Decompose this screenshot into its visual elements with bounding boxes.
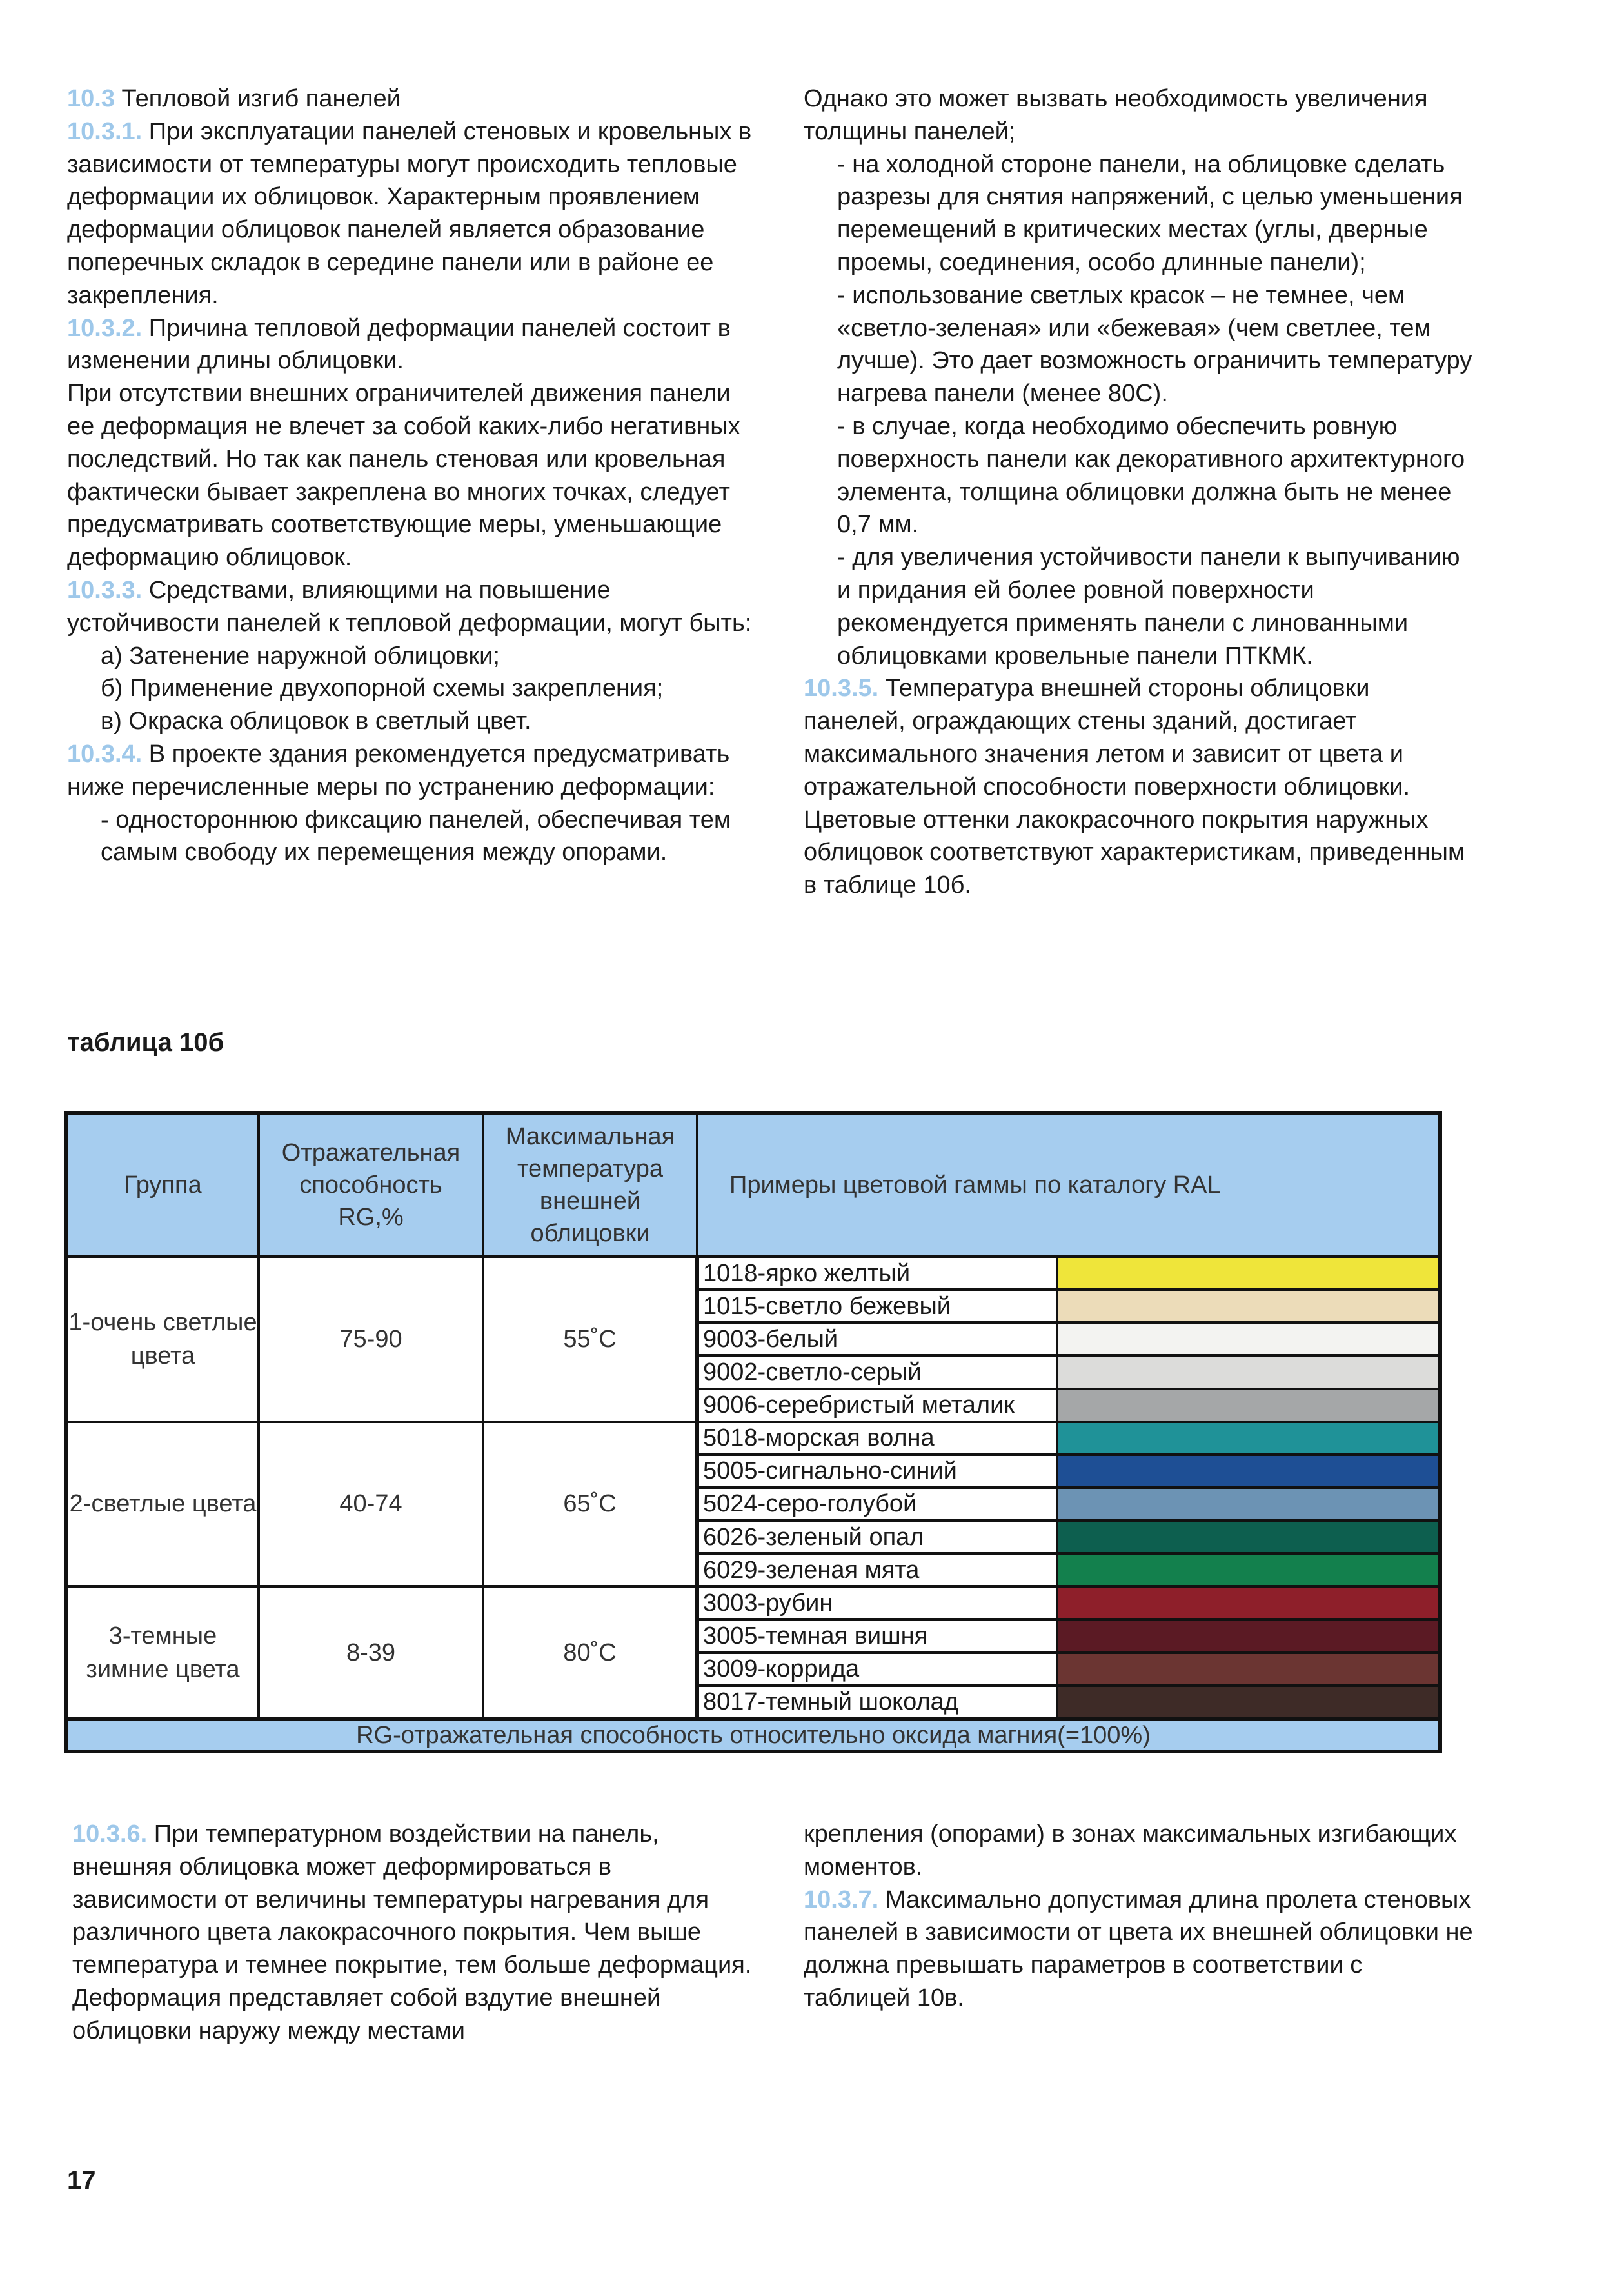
color-swatch: [1057, 1290, 1440, 1322]
paragraph-10-3-4: [67, 738, 752, 804]
paragraph-text: Максимально допустимая длина пролета стеновых панелей в зависимости от цвета их внешней облицовки не должна превышать параметров в соответствии с таблицей 10в.: [804, 1886, 1473, 2011]
paragraph-number: 10.3.1.: [67, 117, 143, 145]
ral-color-label: 3009-коррида: [697, 1653, 1057, 1686]
header-ral-examples: Примеры цветовой гаммы по каталогу RAL: [697, 1113, 1440, 1257]
list-item-c: в) Окраска облицовок в светлый цвет.: [101, 708, 531, 735]
paragraph-10-3-5: [804, 672, 1474, 902]
ral-color-label: 9006-серебристый металик: [697, 1389, 1057, 1422]
section-title: Тепловой изгиб панелей: [114, 85, 401, 112]
paragraph-10-3-1: [67, 115, 752, 312]
header-max-temperature: Максимальная температура внешней облицовки: [483, 1113, 697, 1257]
paragraph-continuation: крепления (опорами) в зонах максимальных изгибающих моментов.: [804, 1820, 1457, 1880]
paragraph-number: 10.3.6.: [72, 1820, 148, 1848]
paragraph-10-3-6: [72, 1818, 756, 2048]
section-number: 10.3: [67, 85, 115, 112]
table-row: [66, 1586, 1440, 1619]
color-swatch: [1057, 1586, 1440, 1619]
list-item-cuts: - на холодной стороне панели, на облицовке сделать разрезы для снятия напряжений, с целью уменьшения перемещений в критических местах (углы, дверные проемы, соединения, особо длинные панели);: [837, 150, 1463, 276]
color-swatch: [1057, 1257, 1440, 1290]
color-swatch: [1057, 1686, 1440, 1719]
bottom-left-text-column: [72, 1818, 756, 2048]
color-swatch: [1057, 1521, 1440, 1553]
group-name: 3-темные зимние цвета: [66, 1586, 259, 1719]
group-temperature: 80˚C: [483, 1586, 697, 1719]
table-caption: таблица 10б: [67, 1028, 224, 1057]
table-footnote: RG-отражательная способность относительно оксида магния(=100%): [66, 1719, 1440, 1751]
ral-color-label: 6029-зеленая мята: [697, 1553, 1057, 1586]
ral-color-label: 6026-зеленый опал: [697, 1521, 1057, 1553]
list-item-smooth-surface: - в случае, когда необходимо обеспечить ровную поверхность панели как декоративного архитектурного элемента, толщина облицовки должна быть не менее 0,7 мм.: [837, 412, 1465, 539]
paragraph-number: 10.3.3.: [67, 576, 143, 604]
group-temperature: 55˚C: [483, 1257, 697, 1422]
paragraph-10-3-7: [804, 1884, 1474, 2015]
table-row: [66, 1257, 1440, 1290]
ral-color-label: 5024-серо-голубой: [697, 1488, 1057, 1521]
table-footnote-row: [66, 1719, 1440, 1751]
paragraph-text: При эксплуатации панелей стеновых и кровельных в зависимости от температуры могут происходить тепловые деформации их облицовок. Характерным проявлением деформации облицовок панелей является образование поперечных складок в середине панели или в районе ее закрепления.: [67, 117, 752, 309]
color-swatch: [1057, 1322, 1440, 1355]
ral-color-label: 5005-сигнально-синий: [697, 1455, 1057, 1488]
list-item-fixation: - одностороннюю фиксацию панелей, обеспечивая тем самым свободу их перемещения между опорами.: [101, 806, 731, 866]
ral-color-label: 9003-белый: [697, 1322, 1057, 1355]
ral-color-label: 5018-морская волна: [697, 1422, 1057, 1455]
list-item-a: а) Затенение наружной облицовки;: [101, 642, 500, 670]
color-swatch: [1057, 1422, 1440, 1455]
color-swatch: [1057, 1355, 1440, 1388]
group-reflectivity: 40-74: [259, 1422, 483, 1587]
left-text-column: [67, 83, 752, 869]
right-text-column: [804, 83, 1474, 902]
paragraph-10-3-2: [67, 312, 752, 378]
ral-color-label: 3005-темная вишня: [697, 1619, 1057, 1652]
paragraph-text: Средствами, влияющими на повышение устойчивости панелей к тепловой деформации, могут быть:: [67, 576, 752, 637]
table-body: [66, 1257, 1440, 1719]
header-reflectivity: Отражательная способность RG,%: [259, 1113, 483, 1257]
paragraph-number: 10.3.2.: [67, 314, 143, 342]
page-number: 17: [67, 2166, 96, 2195]
paragraph-10-3-2-cont: При отсутствии внешних ограничителей движения панели ее деформация не влечет за собой каких-либо негативных последствий. Но так как панель стеновая или кровельная фактически бывает закреплена во многих точках, следует предусматривать соответствующие меры, уменьшающие деформацию облицовок.: [67, 380, 740, 572]
paragraph-10-3-3: [67, 574, 752, 640]
color-swatch: [1057, 1553, 1440, 1586]
list-item-buckling: - для увеличения устойчивости панели к выпучиванию и придания ей более ровной поверхности рекомендуется применять панели с линованными облицовками кровельные панели ПТКМК.: [837, 544, 1460, 670]
paragraph-text: Причина тепловой деформации панелей состоит в изменении длины облицовки.: [67, 314, 731, 375]
color-swatch: [1057, 1389, 1440, 1422]
color-swatch: [1057, 1455, 1440, 1488]
paragraph-text: В проекте здания рекомендуется предусматривать ниже перечисленные меры по устранению деформации:: [67, 740, 730, 801]
paragraph-number: 10.3.7.: [804, 1886, 879, 1913]
list-item-b: б) Применение двухопорной схемы закрепления;: [101, 675, 664, 703]
paragraph-thickness: Однако это может вызвать необходимость увеличения толщины панелей;: [804, 85, 1428, 145]
ral-color-label: 3003-рубин: [697, 1586, 1057, 1619]
color-swatch: [1057, 1488, 1440, 1521]
ral-color-label: 1018-ярко желтый: [697, 1257, 1057, 1290]
paragraph-number: 10.3.4.: [67, 740, 143, 768]
paragraph-text: При температурном воздействии на панель, внешняя облицовка может деформироваться в зависимости от величины температуры нагревания для различного цвета лакокрасочного покрытия. Чем выше температура и темнее покрытие, тем больше деформация. Деформация представляет собой вздутие внешней облицовки наружу между местами: [72, 1820, 752, 2044]
list-item-light-paints: - использование светлых красок – не темнее, чем «светло-зеленая» или «бежевая» (чем светлее, тем лучше). Это дает возможность ограничить температуру нагрева панели (менее 80С).: [837, 281, 1472, 408]
ral-color-label: 8017-темный шоколад: [697, 1686, 1057, 1719]
color-swatch: [1057, 1619, 1440, 1652]
group-reflectivity: 75-90: [259, 1257, 483, 1422]
bottom-right-text-column: [804, 1818, 1474, 2015]
group-name: 1-очень светлые цвета: [66, 1257, 259, 1422]
group-reflectivity: 8-39: [259, 1586, 483, 1719]
table-header-row: [66, 1113, 1440, 1257]
group-name: 2-светлые цвета: [66, 1422, 259, 1587]
color-swatch: [1057, 1653, 1440, 1686]
ral-color-label: 1015-светло бежевый: [697, 1290, 1057, 1322]
section-heading: [67, 83, 752, 115]
table-row: [66, 1422, 1440, 1455]
paragraph-text: Температура внешней стороны облицовки панелей, ограждающих стены зданий, достигает максимального значения летом и зависит от цвета и отражательной способности поверхности облицовки. Цветовые оттенки лакокрасочного покрытия наружных облицовок соответствуют характеристикам, приведенным в таблице 10б.: [804, 675, 1465, 899]
group-temperature: 65˚C: [483, 1422, 697, 1587]
ral-color-table: [64, 1111, 1442, 1753]
ral-color-label: 9002-светло-серый: [697, 1355, 1057, 1388]
header-group: Группа: [66, 1113, 259, 1257]
paragraph-number: 10.3.5.: [804, 675, 879, 703]
